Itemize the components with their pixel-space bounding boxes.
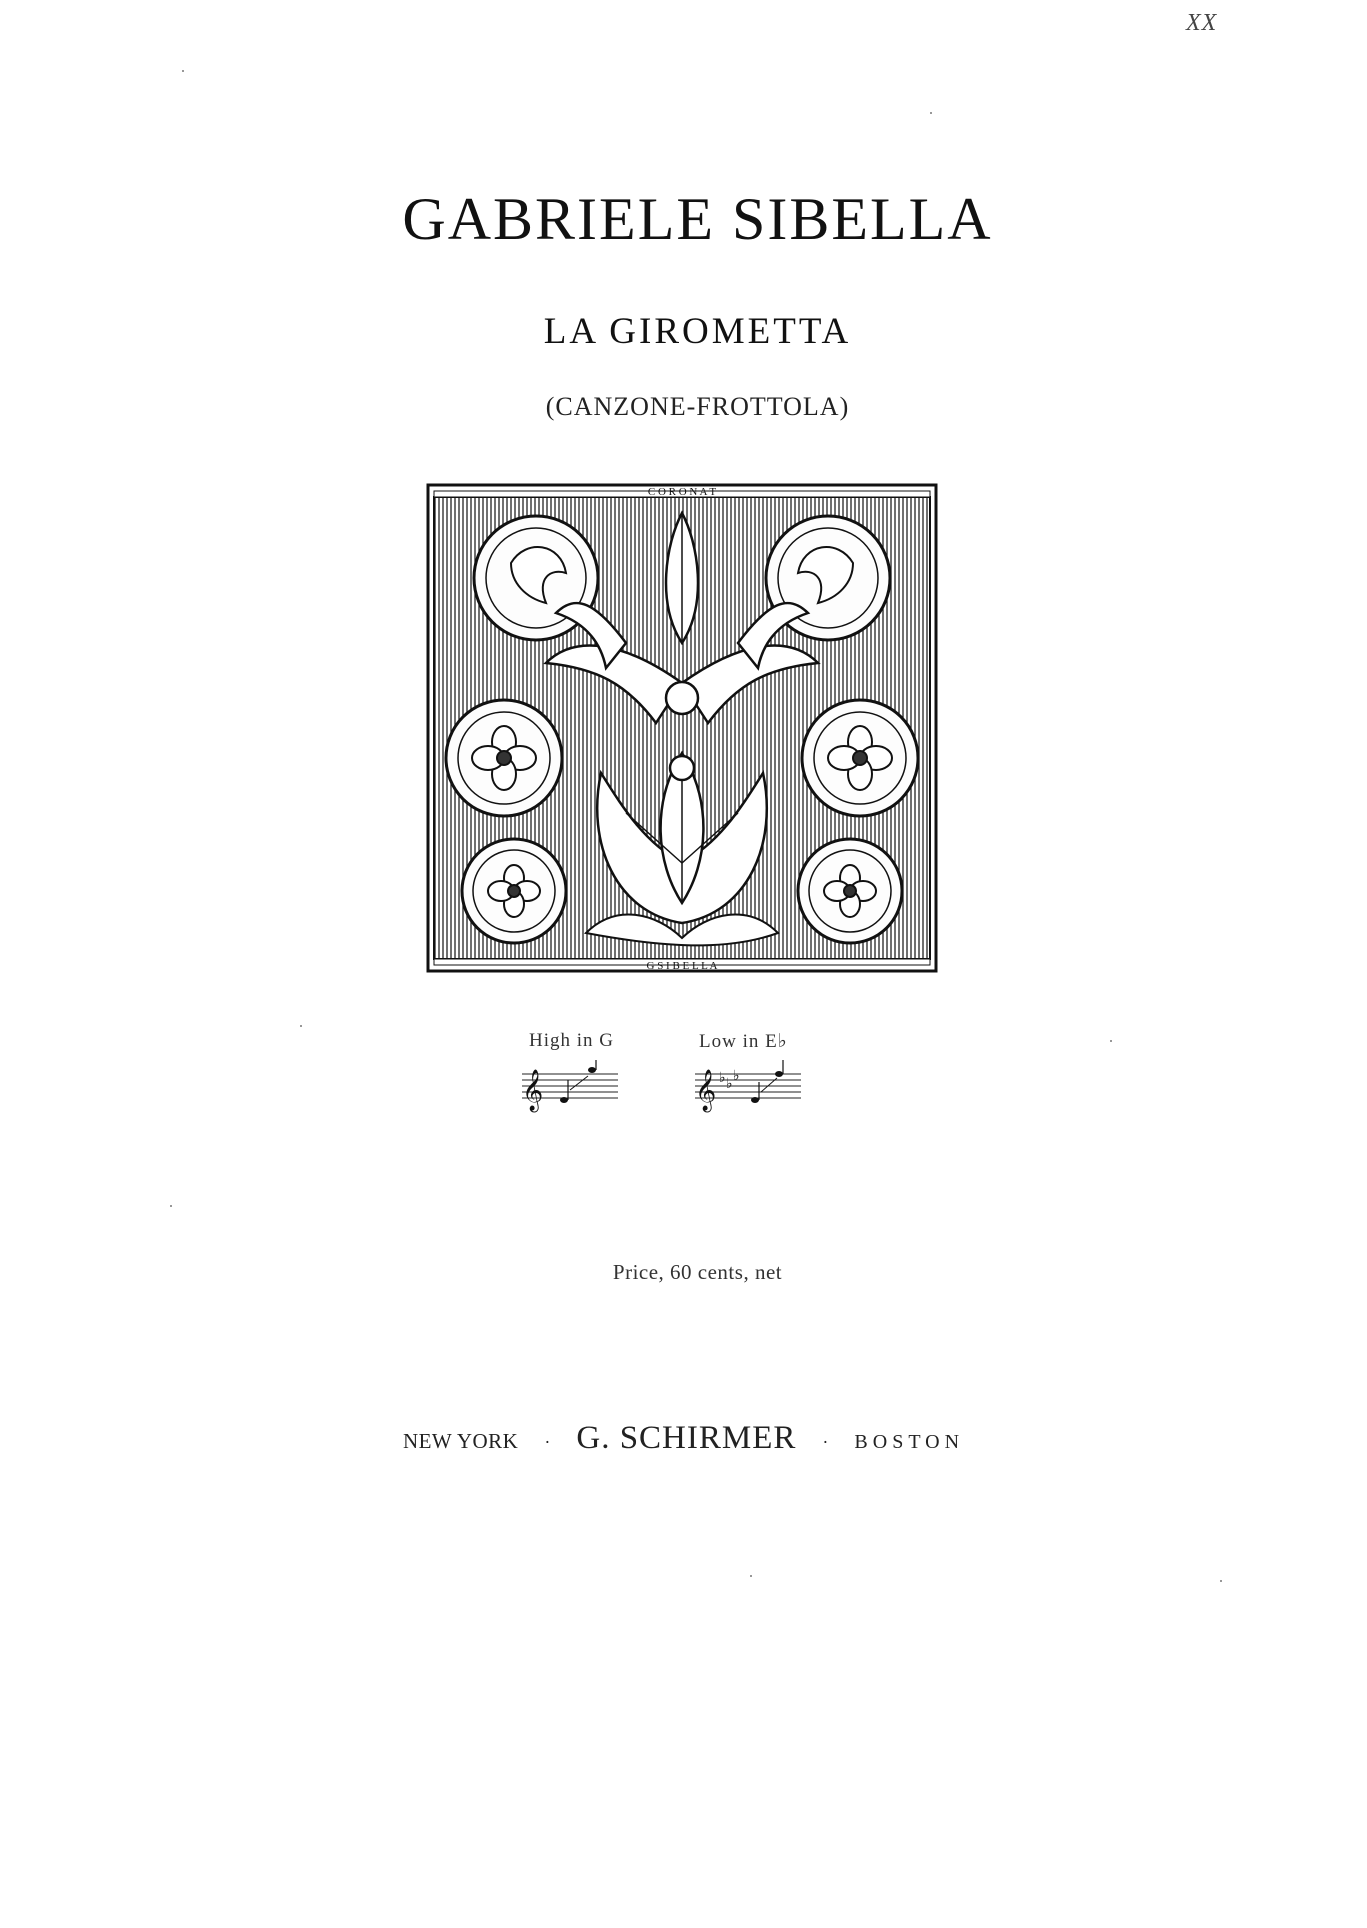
publisher-separator: · [544,1432,551,1452]
svg-text:♭: ♭ [719,1070,726,1086]
page-title: LA GIROMETTA [543,311,852,352]
svg-text:𝄞: 𝄞 [695,1070,717,1111]
paper-speck [300,1025,302,1027]
publisher-line [0,1420,1367,1457]
ornament-border-top-text: C O R O N A T [647,486,717,498]
paper-speck [170,1205,172,1207]
paper-speck [1220,1580,1222,1582]
voice-label-high: High in G [529,1030,614,1051]
corner-pencil-mark: XX [1186,10,1218,36]
paper-speck [1110,1040,1112,1042]
publisher-separator: · [822,1432,829,1452]
voice-label-low: Low in E♭ [699,1031,788,1052]
composer-name: GABRIELE SIBELLA [402,186,993,252]
publisher-city-boston: BOSTON [854,1431,965,1453]
treble-clef-range-icon [520,1060,620,1116]
paper-speck [930,112,932,114]
publisher-city-new-york: NEW YORK [402,1429,519,1453]
svg-text:♭: ♭ [726,1076,733,1092]
price-text: Price, 60 cents, net [612,1260,783,1284]
svg-text:♭: ♭ [733,1068,740,1084]
floral-ornament-icon [426,483,938,973]
ornament-border-bottom-text: G S I B E L L A [646,960,718,972]
treble-clef-range-flats-icon [693,1060,803,1116]
page-subtitle: (CANZONE-FROTTOLA) [545,392,850,421]
paper-speck [750,1575,752,1577]
svg-text:𝄞: 𝄞 [522,1070,544,1111]
paper-speck [182,70,184,72]
publisher-name: G. SCHIRMER [576,1420,797,1456]
